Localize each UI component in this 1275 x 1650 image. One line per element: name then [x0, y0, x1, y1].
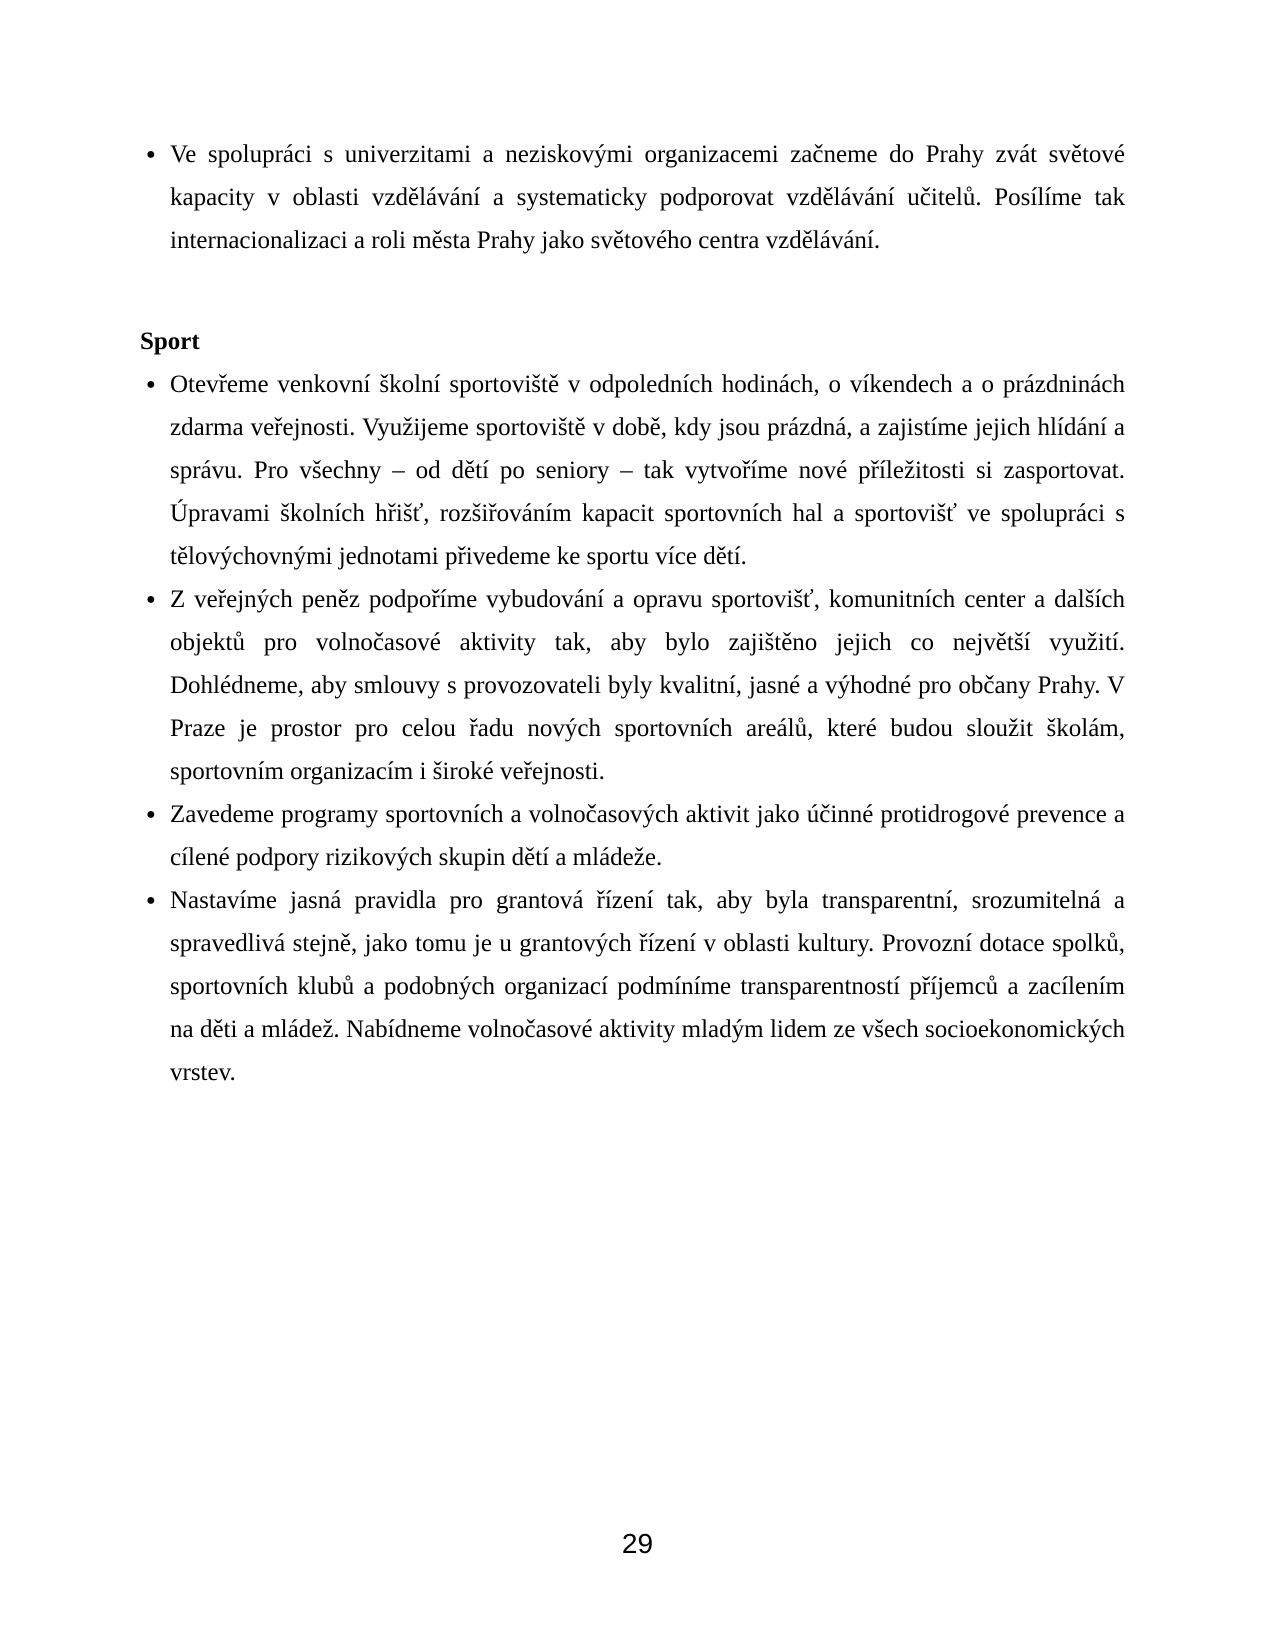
- page-number: 29: [621, 1528, 654, 1559]
- list-item: [140, 363, 1125, 578]
- bullet-icon: ●: [146, 376, 156, 393]
- bullet-icon: ●: [146, 146, 156, 163]
- list-item: [140, 578, 1125, 793]
- bullet-icon: ●: [146, 591, 156, 608]
- list-item: [140, 879, 1125, 1094]
- paragraph-text: Ve spolupráci s univerzitami a neziskovými organizacemi začneme do Prahy zvát světové kapacity v oblasti vzdělávání a systematicky podporovat vzdělávání učitelů. Posílíme tak internacionalizaci a roli města Prahy jako světového centra vzdělávání.: [170, 141, 1125, 254]
- section-heading-sport: Sport: [140, 328, 200, 355]
- list-item: [140, 793, 1125, 879]
- paragraph-text: Z veřejných peněz podpoříme vybudování a opravu sportovišť, komunitních center a dalších objektů pro volnočasové aktivity tak, aby bylo zajištěno jejich co největší využití. Dohlédneme, aby smlouvy s provozovateli byly kvalitní, jasné a výhodné pro občany Prahy. V Praze je prostor pro celou řadu nových sportovních areálů, které budou sloužit školám, sportovním organizacím i široké veřejnosti.: [170, 586, 1125, 785]
- bullet-icon: ●: [146, 806, 156, 823]
- paragraph-text: Otevřeme venkovní školní sportoviště v odpoledních hodinách, o víkendech a o prázdninách zdarma veřejnosti. Využijeme sportoviště v době, kdy jsou prázdná, a zajistíme jejich hlídání a správu. Pro všechny – od dětí po seniory – tak vytvoříme nové příležitosti si zasportovat. Úpravami školních hřišť, rozšiřováním kapacit sportovních hal a sportovišť ve spolupráci s tělovýchovnými jednotami přivedeme ke sportu více dětí.: [170, 371, 1125, 570]
- list-item: [140, 133, 1125, 262]
- page-body: [140, 133, 1125, 1094]
- bullet-icon: ●: [146, 892, 156, 909]
- intro-bullet-list: [140, 133, 1125, 262]
- paragraph-text: Zavedeme programy sportovních a volnočasových aktivit jako účinné protidrogové prevence a cílené podpory rizikových skupin dětí a mládeže.: [170, 801, 1125, 871]
- sport-bullet-list: [140, 363, 1125, 1094]
- paragraph-text: Nastavíme jasná pravidla pro grantová řízení tak, aby byla transparentní, srozumitelná a spravedlivá stejně, jako tomu je u grantových řízení v oblasti kultury. Provozní dotace spolků, sportovních klubů a podobných organizací podmíníme transparentností příjemců a zacílením na děti a mládež. Nabídneme volnočasové aktivity mladým lidem ze všech socioekonomických vrstev.: [170, 887, 1125, 1086]
